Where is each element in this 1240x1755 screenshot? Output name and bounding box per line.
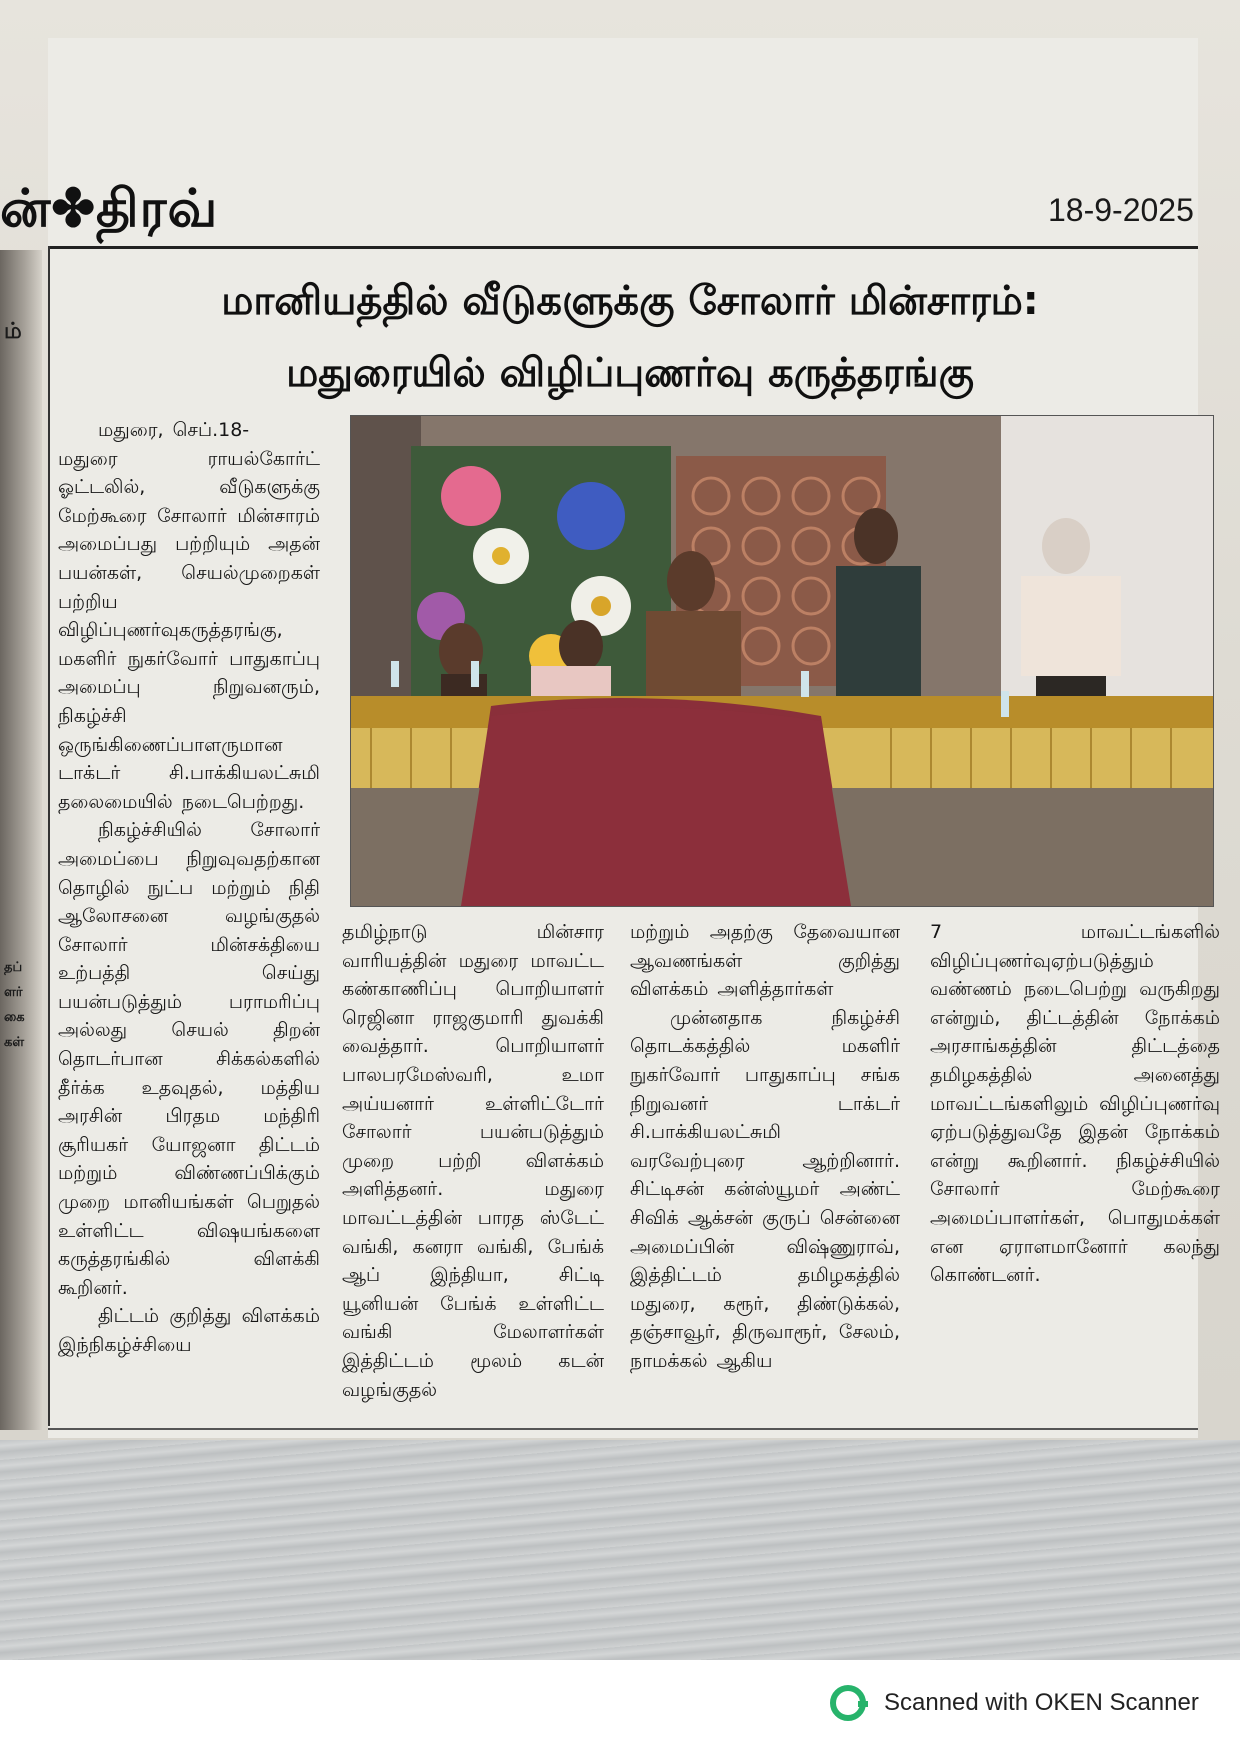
article-subheadline: மதுரையில் விழிப்புணர்வு கருத்தரங்கு <box>286 350 974 396</box>
article-paragraph: முன்னதாக நிகழ்ச்சி தொடக்கத்தில் மகளிர் நுகர்வோர் பாதுகாப்பு சங்க நிறுவனர் டாக்டர் சி.பாக்கியலட்சுமி வரவேற்புரை ஆற்றினார். சிட்டிசன் கன்ஸ்யூமர் அண்ட் சிவிக் ஆக்சன் குருப் சென்னை அமைப்பின் விஷ்ணுராவ், இத்திட்டம் தமிழகத்தில் மதுரை, கரூர், திண்டுக்கல், தஞ்சாவூர், திருவாரூர், சேலம், நாமக்கல் ஆகிய <box>630 1006 900 1372</box>
scanner-watermark <box>830 1685 1199 1721</box>
adjacent-text-fragment: கை <box>4 1010 25 1025</box>
article-bottom-rule <box>48 1428 1198 1430</box>
masthead-rule <box>48 246 1198 249</box>
event-photo <box>350 415 1214 907</box>
article-paragraph: நிகழ்ச்சியில் சோலார் அமைப்பை நிறுவுவதற்கான தொழில் நுட்ப மற்றும் நிதி ஆலோசனை வழங்குதல் சோலார் மின்சக்தியை உற்பத்தி செய்து பயன்படுத்தும் பராமரிப்பு அல்லது செயல் திறன் தொடர்பான சிக்கல்களில் தீர்க்க உதவுதல், மத்திய அரசின் பிரதம மந்திரி சூரியகர் யோஜனா திட்டம் மற்றும் விண்ணப்பிக்கும் முறை மானியங்கள் பெறுதல் உள்ளிட்ட விஷயங்களை கருத்தரங்கில் விளக்கி கூறினர். <box>58 819 320 1299</box>
article-paragraph: திட்டம் குறித்து விளக்கம் இந்நிகழ்ச்சியை <box>58 1305 320 1356</box>
article-paragraph: தமிழ்நாடு மின்சார வாரியத்தின் மதுரை மாவட்ட கண்காணிப்பு பொறியாளர் ரெஜினா ராஜகுமாரி துவக்கி வைத்தார். பொறியாளர் பாலபரமேஸ்வரி, உமா அய்யனார் உள்ளிட்டோர் சோலார் பயன்படுத்தும் முறை பற்றி விளக்கம் அளித்தனர். மதுரை மாவட்டத்தின் பாரத ஸ்டேட் வங்கி, கனரா வங்கி, பேங்க் ஆப் இந்தியா, சிட்டி யூனியன் பேங்க் உள்ளிட்ட வங்கி மேலாளர்கள் இத்திட்டம் மூலம் கடன் வழங்குதல் <box>342 921 604 1401</box>
article-column-1 <box>58 416 320 1360</box>
article-column-2 <box>342 918 604 1404</box>
event-photo-illustration <box>351 416 1213 906</box>
article-column-3 <box>630 918 900 1376</box>
publication-date: 18-9-2025 <box>1048 192 1194 228</box>
oken-scanner-logo-icon <box>830 1685 866 1721</box>
column-rule <box>48 246 50 1426</box>
newspaper-masthead: ன்✤திரவ் <box>0 178 219 239</box>
article-paragraph: மதுரை ராயல்கோர்ட் ஓட்டலில், வீடுகளுக்கு மேற்கூரை சோலார் மின்சாரம் அமைப்பது பற்றியும் அதன் பயன்கள், செயல்முறைகள் பற்றிய விழிப்புணர்வுகருத்தரங்கு, மகளிர் நுகர்வோர் பாதுகாப்பு அமைப்பு நிறுவனரும், நிகழ்ச்சி ஒருங்கிணைப்பாளருமான டாக்டர் சி.பாக்கியலட்சுமி தலைமையில் நடைபெற்றது. <box>58 447 320 813</box>
adjacent-text-fragment: ளர் <box>4 985 23 1000</box>
article-dateline: மதுரை, செப்.18- <box>98 419 250 441</box>
adjacent-page-strip <box>0 250 42 1430</box>
scan-table-surface <box>0 1440 1240 1660</box>
adjacent-text-fragment: தப் <box>4 960 23 975</box>
article-column-4 <box>930 918 1220 1290</box>
article-headline: மானியத்தில் வீடுகளுக்கு சோலார் மின்சாரம்: <box>221 278 1039 324</box>
article-paragraph: 7 மாவட்டங்களில் விழிப்புணர்வுஏற்படுத்தும் வண்ணம் நடைபெற்று வருகிறது என்றும், திட்டத்தின் நோக்கம் அரசாங்கத்தின் திட்டத்தை தமிழகத்தில் அனைத்து மாவட்டங்களிலும் விழிப்புணர்வு ஏற்படுத்துவதே இதன் நோக்கம் என்று கூறினார். நிகழ்ச்சியில் சோலார் மேற்கூரை அமைப்பாளர்கள், பொதுமக்கள் என ஏராளமானோர் கலந்து கொண்டனர். <box>930 921 1220 1287</box>
adjacent-text-fragment: ம் <box>4 318 22 344</box>
scanner-credit-text: Scanned with OKEN Scanner <box>884 1689 1199 1716</box>
adjacent-text-fragment: கள் <box>4 1035 25 1050</box>
article-paragraph: மற்றும் அதற்கு தேவையான ஆவணங்கள் குறித்து விளக்கம் அளித்தார்கள் <box>630 921 900 1001</box>
